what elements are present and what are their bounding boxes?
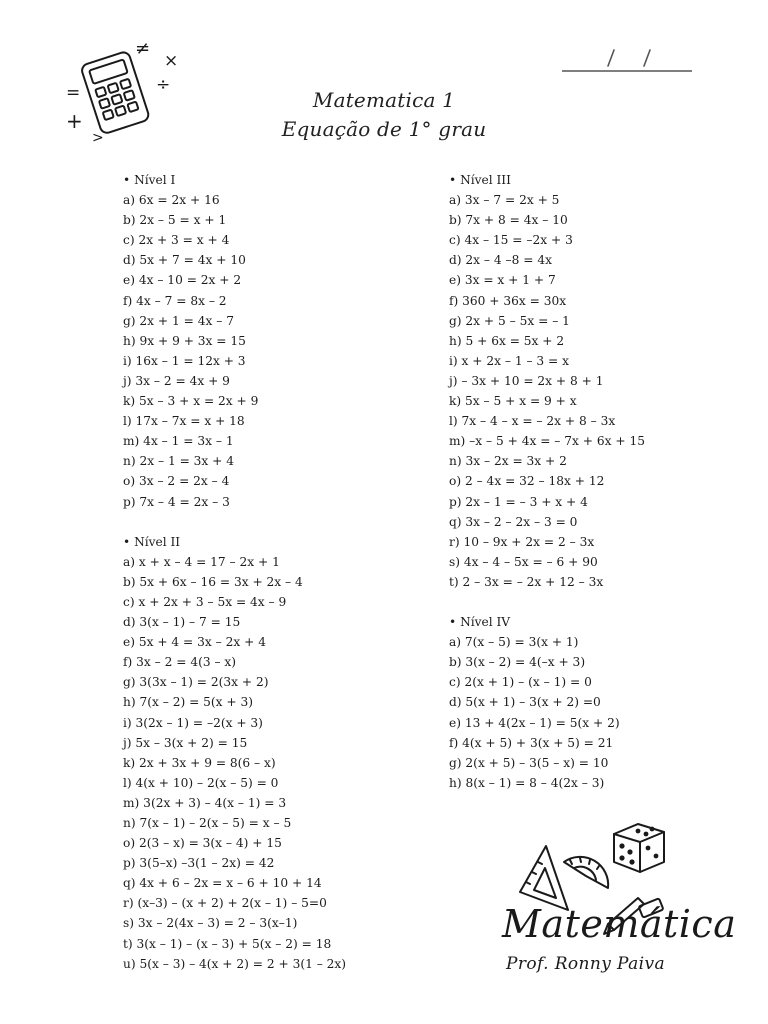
exercise-item: t) 2 – 3x = – 2x + 12 – 3x <box>449 574 604 589</box>
set-square-icon <box>520 846 568 910</box>
exercise-list-nivel-3 <box>449 190 749 592</box>
date-field-line <box>560 44 694 78</box>
exercise-item: i) 16x – 1 = 12x + 3 <box>123 353 246 368</box>
divide-symbol: ÷ <box>156 75 171 95</box>
exercise-item: f) 360 + 36x = 30x <box>449 293 567 308</box>
exercise-item: b) 5x + 6x – 16 = 3x + 2x – 4 <box>123 574 303 589</box>
greater-than-symbol: > <box>92 130 104 146</box>
exercise-item: b) 7x + 8 = 4x – 10 <box>449 213 568 228</box>
exercise-item: d) 2x – 4 –8 = 4x <box>449 253 552 268</box>
exercise-item: m) 3(2x + 3) – 4(x – 1) = 3 <box>123 795 287 810</box>
equals-symbol: = <box>66 83 81 103</box>
exercise-item: e) 3x = x + 1 + 7 <box>449 273 556 288</box>
exercise-item: f) 4(x + 5) + 3(x + 5) = 21 <box>449 735 614 750</box>
page-title: Matematica 1 <box>312 88 456 112</box>
exercise-item: f) 4x – 7 = 8x – 2 <box>123 293 227 308</box>
section-heading-nivel-3: • Nível III <box>449 173 511 187</box>
exercise-item: a) 6x = 2x + 16 <box>123 193 220 208</box>
exercise-item: l) 17x – 7x = x + 18 <box>123 414 245 429</box>
exercise-item: p) 7x – 4 = 2x – 3 <box>123 494 230 509</box>
exercise-item: f) 3x – 2 = 4(3 – x) <box>123 655 237 670</box>
exercise-item: p) 2x – 1 = – 3 + x + 4 <box>449 494 588 509</box>
exercise-item: k) 5x – 3 + x = 2x + 9 <box>123 394 259 409</box>
exercise-item: o) 3x – 2 = 2x – 4 <box>123 474 230 489</box>
exercise-item: t) 3(x – 1) – (x – 3) + 5(x – 2) = 18 <box>123 936 332 951</box>
exercise-item: b) 3(x – 2) = 4(–x + 3) <box>449 655 586 670</box>
exercise-item: d) 5(x + 1) – 3(x + 2) =0 <box>449 695 601 710</box>
exercise-item: j) 3x – 2 = 4x + 9 <box>123 373 230 388</box>
exercise-item: j) – 3x + 10 = 2x + 8 + 1 <box>449 373 604 388</box>
exercise-item: g) 2x + 1 = 4x – 7 <box>123 313 234 328</box>
exercise-item: g) 3(3x – 1) = 2(3x + 2) <box>123 675 269 690</box>
exercise-item: a) 7(x – 5) = 3(x + 1) <box>449 635 579 650</box>
exercise-item: s) 4x – 4 – 5x = – 6 + 90 <box>449 554 598 569</box>
brand-title: Matemática <box>502 902 737 946</box>
exercise-item: s) 3x – 2(4x – 3) = 2 – 3(x–1) <box>123 916 298 931</box>
exercise-item: c) 2(x + 1) – (x – 1) = 0 <box>449 675 592 690</box>
exercise-item: h) 5 + 6x = 5x + 2 <box>449 333 565 348</box>
exercise-item: c) x + 2x + 3 – 5x = 4x – 9 <box>123 594 287 609</box>
exercise-list-nivel-1 <box>123 190 443 512</box>
exercise-item: m) 4x – 1 = 3x – 1 <box>123 434 234 449</box>
exercise-item: c) 4x – 15 = –2x + 3 <box>449 233 573 248</box>
exercise-item: u) 5(x – 3) – 4(x + 2) = 2 + 3(1 – 2x) <box>123 956 347 971</box>
exercise-item: e) 4x – 10 = 2x + 2 <box>123 273 242 288</box>
section-heading-nivel-4: • Nível IV <box>449 615 511 630</box>
exercise-item: a) 3x – 7 = 2x + 5 <box>449 193 560 208</box>
exercise-item: e) 13 + 4(2x – 1) = 5(x + 2) <box>449 715 620 730</box>
right-exercise-column <box>449 170 749 793</box>
exercise-item: i) x + 2x – 1 – 3 = x <box>449 353 570 368</box>
exercise-item: k) 5x – 5 + x = 9 + x <box>449 394 577 409</box>
exercise-item: h) 9x + 9 + 3x = 15 <box>123 333 246 348</box>
exercise-list-nivel-4 <box>449 632 749 793</box>
exercise-item: o) 2 – 4x = 32 – 18x + 12 <box>449 474 605 489</box>
exercise-item: q) 3x – 2 – 2x – 3 = 0 <box>449 514 578 529</box>
exercise-item: i) 3(2x – 1) = –2(x + 3) <box>123 715 263 730</box>
exercise-item: q) 4x + 6 – 2x = x – 6 + 10 + 14 <box>123 876 322 891</box>
left-exercise-column <box>123 170 443 974</box>
exercise-item: o) 2(3 – x) = 3(x – 4) + 15 <box>123 836 282 851</box>
exercise-list-nivel-2 <box>123 552 443 974</box>
exercise-item: a) x + x – 4 = 17 – 2x + 1 <box>123 554 280 569</box>
exercise-item: g) 2x + 5 – 5x = – 1 <box>449 313 570 328</box>
exercise-item: r) (x–3) – (x + 2) + 2(x – 1) – 5=0 <box>123 896 327 911</box>
exercise-item: d) 5x + 7 = 4x + 10 <box>123 253 246 268</box>
exercise-item: g) 2(x + 5) – 3(5 – x) = 10 <box>449 755 609 770</box>
exercise-item: j) 5x – 3(x + 2) = 15 <box>123 735 248 750</box>
exercise-item: c) 2x + 3 = x + 4 <box>123 233 230 248</box>
exercise-item: n) 3x – 2x = 3x + 2 <box>449 454 567 469</box>
brand-author: Prof. Ronny Paiva <box>506 954 666 974</box>
exercise-item: d) 3(x – 1) – 7 = 15 <box>123 615 241 630</box>
plus-symbol: + <box>66 109 83 133</box>
exercise-item: n) 2x – 1 = 3x + 4 <box>123 454 235 469</box>
exercise-item: p) 3(5–x) –3(1 – 2x) = 42 <box>123 856 275 871</box>
exercise-item: l) 7x – 4 – x = – 2x + 8 – 3x <box>449 414 616 429</box>
exercise-item: r) 10 – 9x + 2x = 2 – 3x <box>449 534 595 549</box>
exercise-item: b) 2x – 5 = x + 1 <box>123 213 227 228</box>
section-heading-nivel-1: • Nível I <box>123 173 176 187</box>
exercise-item: h) 7(x – 2) = 5(x + 3) <box>123 695 254 710</box>
exercise-item: m) –x – 5 + 4x = – 7x + 6x + 15 <box>449 434 645 449</box>
section-heading-nivel-2: • Nível II <box>123 534 181 549</box>
exercise-item: l) 4(x + 10) – 2(x – 5) = 0 <box>123 775 279 790</box>
not-equal-symbol: ≠ <box>135 38 151 59</box>
exercise-item: n) 7(x – 1) – 2(x – 5) = x – 5 <box>123 816 292 830</box>
page-subtitle: Equação de 1° grau <box>281 117 487 141</box>
times-symbol: × <box>164 51 179 71</box>
exercise-item: k) 2x + 3x + 9 = 8(6 – x) <box>123 755 276 770</box>
exercise-item: h) 8(x – 1) = 8 – 4(2x – 3) <box>449 775 605 790</box>
exercise-item: e) 5x + 4 = 3x – 2x + 4 <box>123 635 266 650</box>
